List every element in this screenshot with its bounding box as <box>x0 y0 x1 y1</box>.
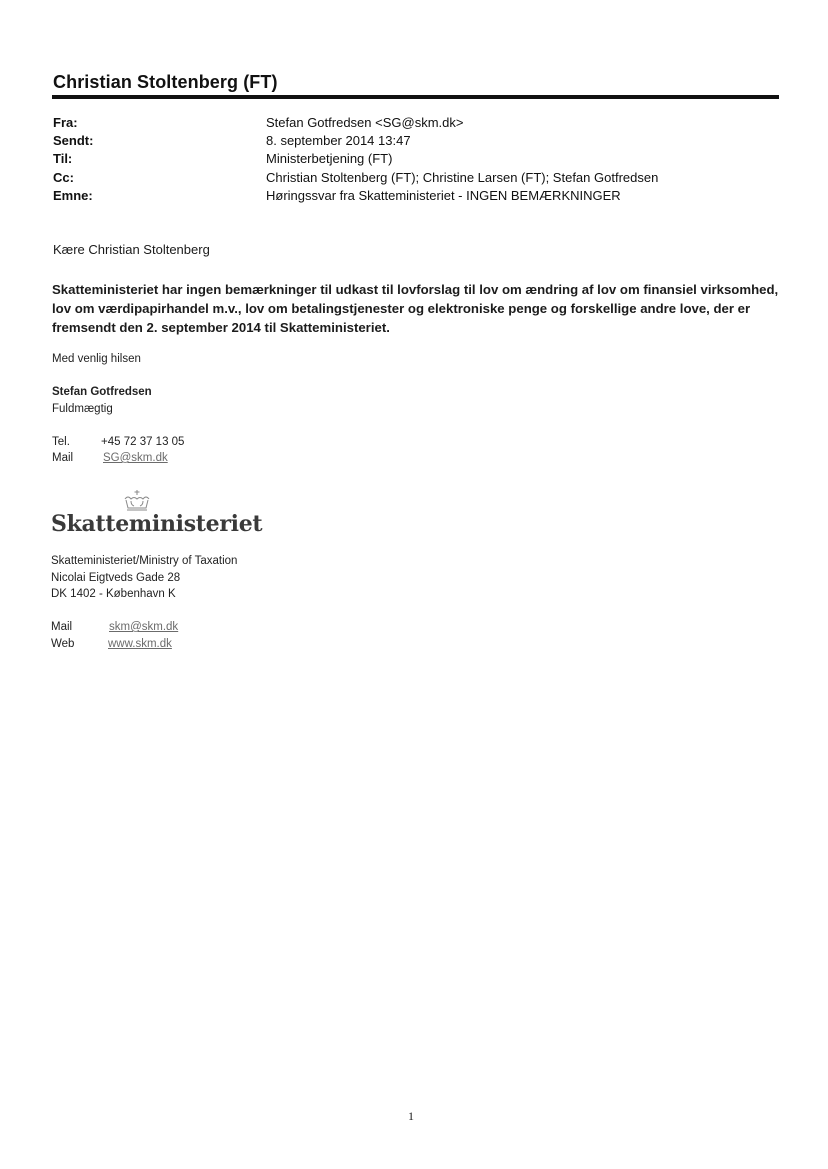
email-link[interactable]: SG@skm.dk <box>103 452 168 464</box>
contact-label-tel: Tel. <box>52 436 70 448</box>
body-line: lov om værdipapirhandel m.v., lov om betalingstjenester og elektroniske penge og forskellige andre love, der er <box>52 301 751 316</box>
body-paragraph <box>52 280 782 337</box>
header-value-cc: Christian Stoltenberg (FT); Christine Larsen (FT); Stefan Gotfredsen <box>266 170 659 185</box>
header-label-sent: Sendt: <box>53 133 94 148</box>
body-line: fremsendt den 2. september 2014 til Skatteministeriet. <box>52 320 390 335</box>
address-line: DK 1402 - København K <box>51 588 176 600</box>
body-line: Skatteministeriet har ingen bemærkninger til udkast til lovforslag til lov om ændring af lov om finansiel virksomhed, <box>52 282 779 297</box>
contact-value-tel: +45 72 37 13 05 <box>101 436 185 448</box>
crown-icon <box>119 489 155 513</box>
org-contact-label-mail: Mail <box>51 621 73 633</box>
header-value-to: Ministerbetjening (FT) <box>266 151 393 166</box>
org-contact-label-web: Web <box>51 638 75 650</box>
address-line: Nicolai Eigtveds Gade 28 <box>51 572 181 584</box>
header-label-to: Til: <box>53 151 73 166</box>
header-label-from: Fra: <box>53 115 78 130</box>
header-value-from: Stefan Gotfredsen <SG@skm.dk> <box>266 115 464 130</box>
header-value-sent: 8. september 2014 13:47 <box>266 133 411 148</box>
signature-role: Fuldmægtig <box>52 403 113 415</box>
closing: Med venlig hilsen <box>52 353 141 365</box>
greeting: Kære Christian Stoltenberg <box>53 242 210 257</box>
header-value-subject: Høringssvar fra Skatteministeriet - INGEN BEMÆRKNINGER <box>266 188 621 203</box>
page-number: 1 <box>408 1109 414 1123</box>
header-label-cc: Cc: <box>53 170 74 185</box>
title-divider <box>52 95 779 99</box>
contact-label-mail: Mail <box>52 452 74 464</box>
header-label-subject: Emne: <box>53 188 93 203</box>
document-title: Christian Stoltenberg (FT) <box>53 72 278 92</box>
address-line: Skatteministeriet/Ministry of Taxation <box>51 555 238 567</box>
org-email-link[interactable]: skm@skm.dk <box>109 621 179 633</box>
logo-wordmark: Skatteministeriet <box>51 511 263 537</box>
signature-name: Stefan Gotfredsen <box>52 386 152 398</box>
website-link[interactable]: www.skm.dk <box>108 638 172 650</box>
